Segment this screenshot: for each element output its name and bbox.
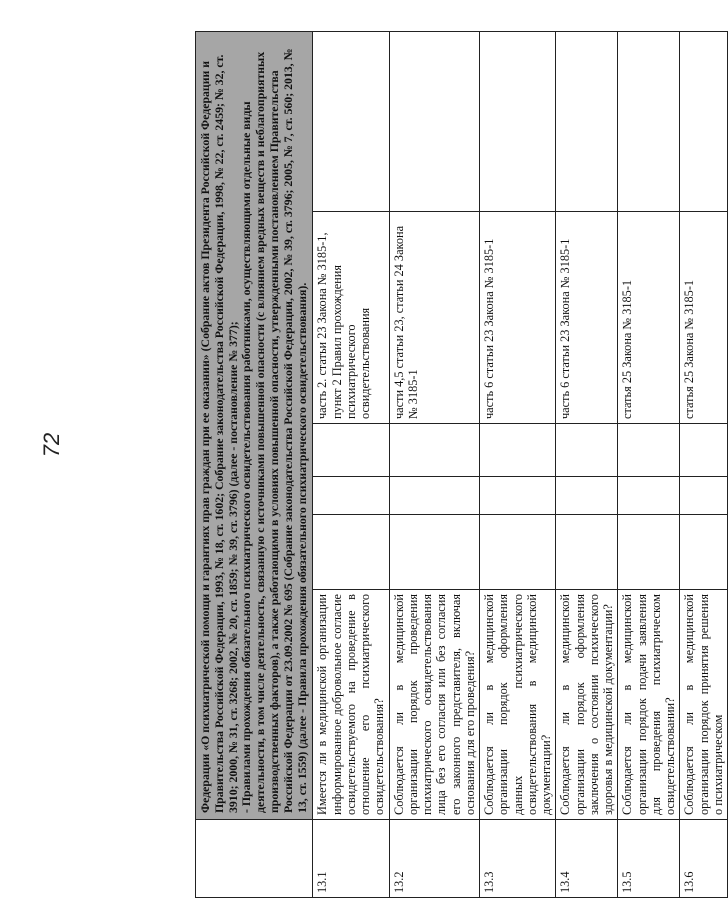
empty-cell xyxy=(556,515,618,590)
empty-cell xyxy=(618,515,680,590)
table-row xyxy=(680,31,728,897)
row-reference: часть 2. статьи 23 Закона № 3185-1, пункт 2 Правил прохождения психиатрического освидетельствования xyxy=(313,212,389,424)
empty-cell xyxy=(618,31,680,211)
empty-cell xyxy=(389,477,480,515)
empty-cell xyxy=(480,515,556,590)
checklist-table xyxy=(195,31,728,898)
empty-cell xyxy=(389,31,480,211)
empty-cell xyxy=(313,424,389,477)
row-question: Соблюдается ли в медицинской организации порядок подачи заявления для проведения психиатрическом освидетельствовании? xyxy=(618,590,680,820)
page-number: 72 xyxy=(39,432,64,458)
table-row xyxy=(556,31,618,897)
shaded-header-spacer xyxy=(196,820,313,898)
empty-cell xyxy=(680,424,728,477)
row-reference: статья 25 Закона № 3185-1 xyxy=(680,212,728,424)
row-number: 13.1 xyxy=(313,820,389,898)
empty-cell xyxy=(556,424,618,477)
empty-cell xyxy=(480,31,556,211)
shaded-header-row xyxy=(196,31,313,897)
header-paragraph-1: Федерации «О психиатрической помощи и гарантиях прав граждан при ее оказании» (Собрание актов Президента Российской Федерации и Правительства Российской Федерации, 1993, № 18, ст. 1602; Собрание законодательства Российской Федерации, 1998, № 22, ст. 2459; № 32, ст. 3910; 2000, № 31, ст. 3268; 2002, № 20, ст. 1859; № 39, ст. 3796) (далее - постановление № 377); xyxy=(198,54,240,813)
empty-cell xyxy=(480,424,556,477)
empty-cell xyxy=(389,515,480,590)
row-number: 13.5 xyxy=(618,820,680,898)
row-number: 13.4 xyxy=(556,820,618,898)
row-reference: части 4,5 статьи 23, статьи 24 Закона № 3185-1 xyxy=(389,212,480,424)
empty-cell xyxy=(556,477,618,515)
empty-cell xyxy=(556,31,618,211)
empty-cell xyxy=(313,515,389,590)
rotated-table-container xyxy=(195,32,725,898)
empty-cell xyxy=(480,477,556,515)
row-number: 13.6 xyxy=(680,820,728,898)
empty-cell xyxy=(680,477,728,515)
table-row xyxy=(618,31,680,897)
table-row xyxy=(389,31,480,897)
table-row xyxy=(480,31,556,897)
header-paragraph-2: - Правилами прохождения обязательного психиатрического освидетельствования работниками, осуществляющими отдельные виды деятельности, в том числе деятельность, связанную с источниками повышенной опасности (с влиянием вредных веществ и неблагоприятных производственных факторов), а также работающими в условиях повышенной опасности, утвержденными постановлением Правительства Российской Федерации от 23.09.2002 № 695 (Собрание законодательства Российской Федерации, 2002, № 39, ст. 3796; 2005, № 7, ст. 560; 2013, № 13, ст. 1559) (далее - Правила прохождения обязательного психиатрического освидетельствования). xyxy=(239,48,309,813)
row-reference: часть 6 статьи 23 Закона № 3185-1 xyxy=(480,212,556,424)
empty-cell xyxy=(618,424,680,477)
empty-cell xyxy=(618,477,680,515)
row-question: Соблюдается ли в медицинской организации порядок оформления заключения о состоянии психического здоровья в медицинской документации? xyxy=(556,590,618,820)
empty-cell xyxy=(313,477,389,515)
row-reference: часть 6 статьи 23 Закона № 3185-1 xyxy=(556,212,618,424)
empty-cell xyxy=(313,31,389,211)
table-row xyxy=(313,31,389,897)
row-number: 13.2 xyxy=(389,820,480,898)
empty-cell xyxy=(680,31,728,211)
row-question: Соблюдается ли в медицинской организации порядок проведения психиатрического освидетельствования лица без его согласия или без согласия его законного представителя, включая основания для его проведения? xyxy=(389,590,480,820)
row-reference: статья 25 Закона № 3185-1 xyxy=(618,212,680,424)
legal-basis-header xyxy=(196,31,313,819)
row-number: 13.3 xyxy=(480,820,556,898)
empty-cell xyxy=(389,424,480,477)
row-question: Имеется ли в медицинской организации информированное добровольное согласие освидетельствуемого на проведение в отношение его психиатрического освидетельствования? xyxy=(313,590,389,820)
empty-cell xyxy=(680,515,728,590)
row-question: Соблюдается ли в медицинской организации порядок оформления данных психиатрического освидетельствования в медицинской документации? xyxy=(480,590,556,820)
row-question: Соблюдается ли в медицинской организации порядок принятия решения о психиатрическом xyxy=(680,590,728,820)
